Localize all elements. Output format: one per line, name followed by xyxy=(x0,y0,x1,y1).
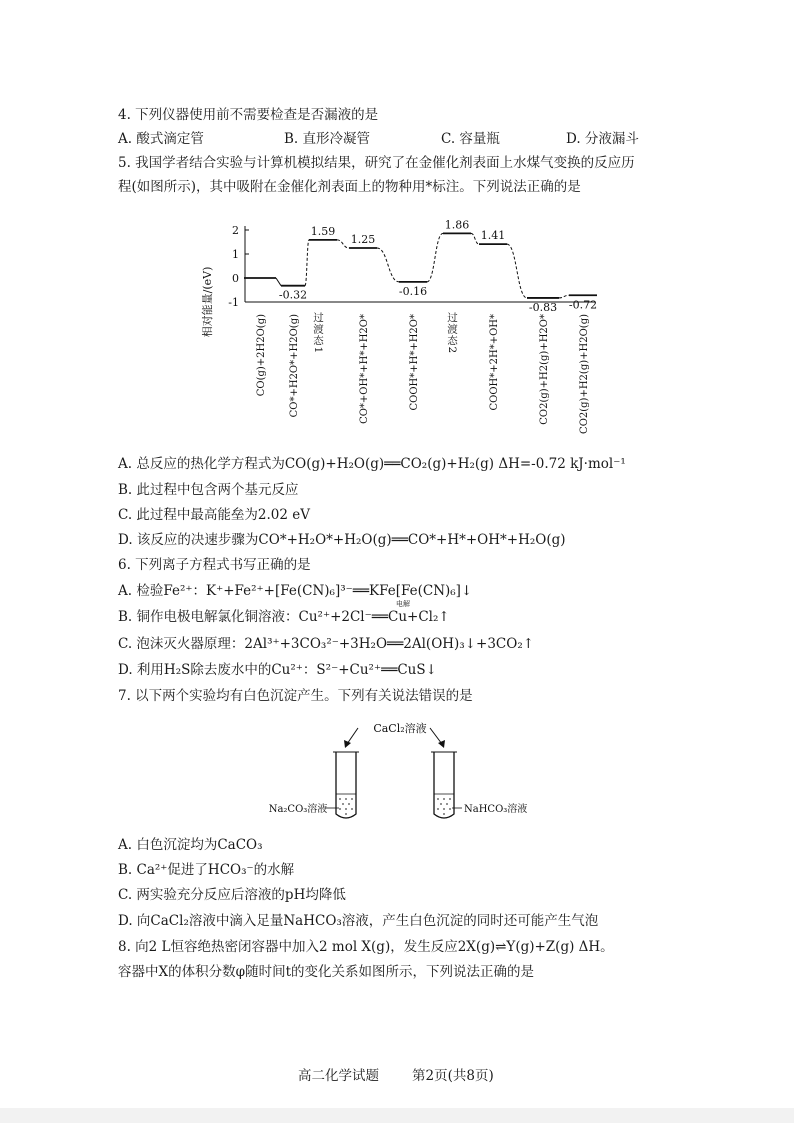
q7-stem: 7. 以下两个实验均有白色沉淀产生。下列有关说法错误的是 xyxy=(118,688,473,704)
q7-option-a: A. 白色沉淀均为CaCO₃ xyxy=(118,837,263,853)
energy-value-label: 1.86 xyxy=(444,218,470,232)
energy-value-label: 1.41 xyxy=(480,229,506,243)
connector-4 xyxy=(377,248,399,282)
scan-bottom-band xyxy=(0,1108,794,1123)
connector-6 xyxy=(471,233,479,244)
state-label-4: COOH*+H*+H2O* xyxy=(409,314,420,411)
q5-option-b: B. 此过程中包含两个基元反应 xyxy=(118,482,299,498)
q4-option-b: B. 直形冷凝管 xyxy=(284,131,371,147)
q4-option-a: A. 酸式滴定管 xyxy=(118,131,204,147)
state-label-7: CO2(g)+H2(g)+H2O* xyxy=(539,314,550,425)
test-tube-figure xyxy=(250,718,550,828)
q4-option-d: D. 分液漏斗 xyxy=(566,131,639,147)
q6-option-c: C. 泡沫灭火器原理：2Al³⁺+3CO₃²⁻+3H₂O══2Al(OH)₃↓+3CO₂↑ xyxy=(118,636,535,652)
y-tick-label: 1 xyxy=(232,248,239,261)
energy-value-label: -0.83 xyxy=(528,300,558,314)
energy-value-label: -0.72 xyxy=(568,298,598,312)
state-label-8: CO2(g)+H2(g)+H2O(g) xyxy=(579,314,590,434)
electrolysis-condition: 电解 xyxy=(396,600,410,608)
energy-value-label: -0.16 xyxy=(398,284,428,298)
q6-option-b: B. 铜作电极电解氯化铜溶液：Cu²⁺+2Cl⁻══Cu+Cl₂↑ xyxy=(118,609,450,625)
right-arrowhead xyxy=(438,740,445,748)
q6-option-d: D. 利用H₂S除去废水中的Cu²⁺：S²⁻+Cu²⁺══CuS↓ xyxy=(118,662,437,678)
state-label-2: 过渡态1 xyxy=(312,312,324,355)
q7-option-c: C. 两实验充分反应后溶液的pH均降低 xyxy=(118,887,346,903)
energy-profile-chart xyxy=(195,218,605,450)
footer-subject: 高二化学试题 xyxy=(298,1068,379,1084)
cacl2-label: CaCl₂溶液 xyxy=(373,722,427,735)
q5-option-a: A. 总反应的热化学方程式为CO(g)+H₂O(g)══CO₂(g)+H₂(g) ΔH=-0.72 kJ·mol⁻¹ xyxy=(118,456,626,472)
q5-option-d: D. 该反应的决速步骤为CO*+H₂O*+H₂O(g)══CO*+H*+OH*+H₂O(g) xyxy=(118,532,566,548)
q8-stem-line1: 8. 向2 L恒容绝热密闭容器中加入2 mol X(g)，发生反应2X(g)⇌Y(g)+Z(g) ΔH。 xyxy=(118,939,614,955)
state-label-0: CO(g)+2H2O(g) xyxy=(256,314,267,397)
energy-value-label: 1.25 xyxy=(350,233,376,246)
state-label-5: 过渡态2 xyxy=(446,312,458,355)
y-tick-label: -1 xyxy=(228,296,239,309)
q4-stem: 4. 下列仪器使用前不需要检查是否漏液的是 xyxy=(118,107,379,123)
na2co3-label: Na₂CO₃溶液 xyxy=(268,804,328,815)
connector-7 xyxy=(507,244,527,298)
left-arrow xyxy=(347,728,358,744)
q8-stem-line2: 容器中X的体积分数φ随时间t的变化关系如图所示，下列说法正确的是 xyxy=(118,964,534,980)
connector-5 xyxy=(427,233,443,281)
q5-stem-line2: 程(如图所示)，其中吸附在金催化剂表面上的物种用*标注。下列说法正确的是 xyxy=(118,179,581,195)
state-label-3: CO*+OH*+H*+H2O* xyxy=(359,314,370,424)
q5-stem-line1: 5. 我国学者结合实验与计算机模拟结果，研究了在金催化剂表面上水煤气变换的反应历 xyxy=(118,155,635,171)
connector-8 xyxy=(559,295,569,298)
q5-option-c: C. 此过程中最高能垒为2.02 eV xyxy=(118,507,311,523)
energy-value-label: 1.59 xyxy=(310,224,336,238)
q6-option-a: A. 检验Fe²⁺：K⁺+Fe²⁺+[Fe(CN)₆]³⁻══KFe[Fe(CN)₆]↓ xyxy=(118,583,473,599)
connector-2 xyxy=(305,240,309,286)
footer-page-number: 第2页(共8页) xyxy=(412,1068,494,1084)
q7-option-d: D. 向CaCl₂溶液中滴入足量NaHCO₃溶液，产生白色沉淀的同时还可能产生气泡 xyxy=(118,913,599,929)
connector-1 xyxy=(276,278,281,286)
q7-option-b: B. Ca²⁺促进了HCO₃⁻的水解 xyxy=(118,862,295,878)
y-tick-label: 0 xyxy=(232,272,239,285)
state-label-1: CO*+H2O*+H2O(g) xyxy=(289,314,300,418)
nahco3-label: NaHCO₃溶液 xyxy=(464,804,528,815)
state-label-6: COOH*+2H*+OH* xyxy=(489,314,500,411)
q4-option-c: C. 容量瓶 xyxy=(441,131,500,147)
y-tick-label: 2 xyxy=(232,224,239,237)
connector-3 xyxy=(337,240,349,248)
left-arrowhead xyxy=(344,740,351,748)
y-axis-label: 相对能量/(eV) xyxy=(201,266,214,338)
q6-stem: 6. 下列离子方程式书写正确的是 xyxy=(118,557,311,573)
right-arrow xyxy=(430,728,442,744)
energy-value-label: -0.32 xyxy=(278,288,308,302)
